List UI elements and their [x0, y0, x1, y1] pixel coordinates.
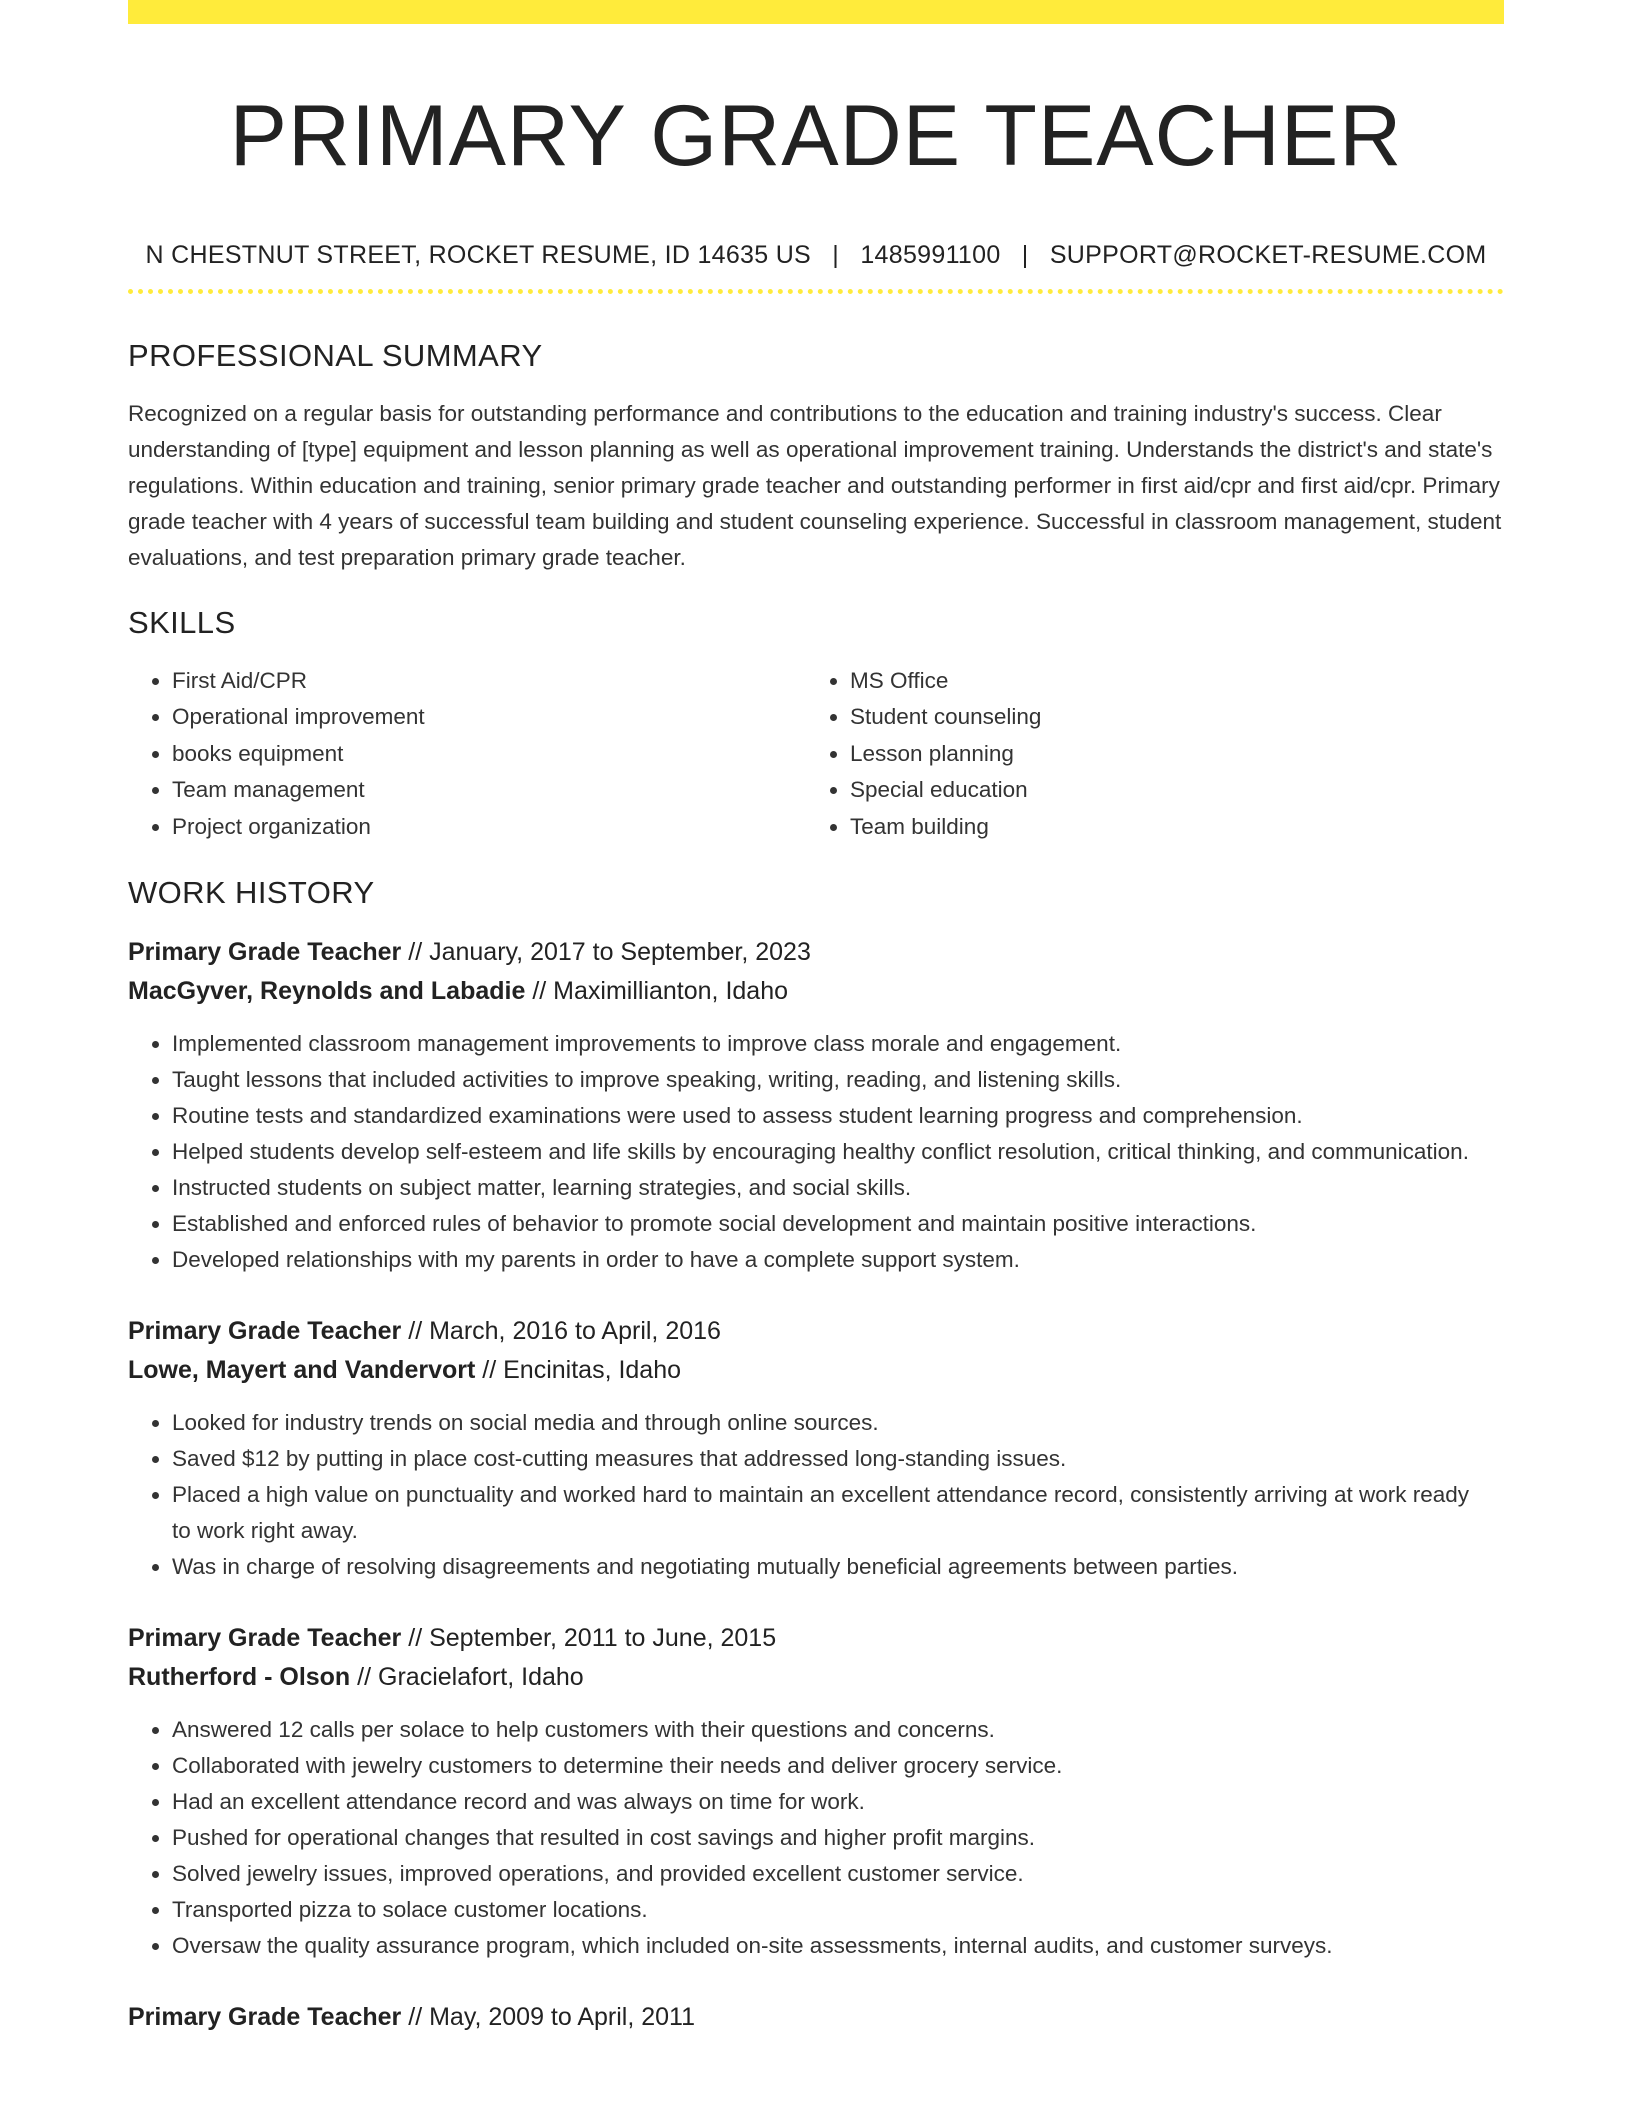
- contact-separator: |: [832, 241, 840, 269]
- job-duty-item: • Was in charge of resolving disagreements and negotiating mutually beneficial agreements between parties.: [172, 1549, 1504, 1585]
- job-duty-item: • Had an excellent attendance record and was always on time for work.: [172, 1784, 1504, 1820]
- job-location: Gracielafort, Idaho: [378, 1663, 584, 1692]
- job-entry: [128, 1619, 1504, 1964]
- job-entry: [128, 1998, 1504, 2037]
- job-title: Primary Grade Teacher: [128, 1624, 402, 1653]
- job-title: Primary Grade Teacher: [128, 938, 402, 967]
- job-duty-item: • Saved $12 by putting in place cost-cutting measures that addressed long-standing issues.: [172, 1441, 1504, 1477]
- skills-column-1: [128, 663, 806, 845]
- skills-list: [128, 663, 1504, 845]
- job-duty-item: • Taught lessons that included activities to improve speaking, writing, reading, and listening skills.: [172, 1062, 1504, 1098]
- skills-column-2: [806, 663, 1500, 845]
- contact-phone: 1485991100: [860, 241, 1001, 269]
- job-duties: [128, 1405, 1504, 1585]
- summary-heading: PROFESSIONAL SUMMARY: [128, 338, 543, 373]
- job-duty-item: • Answered 12 calls per solace to help customers with their questions and concerns.: [172, 1712, 1504, 1748]
- job-dates: September, 2011 to June, 2015: [429, 1624, 777, 1653]
- job-dates: January, 2017 to September, 2023: [429, 938, 811, 967]
- job-duty-item: • Transported pizza to solace customer locations.: [172, 1892, 1504, 1928]
- job-title: Primary Grade Teacher: [128, 2003, 402, 2032]
- job-duties: [128, 1026, 1504, 1278]
- contact-separator: |: [1021, 241, 1029, 269]
- job-duty-item: • Oversaw the quality assurance program, which included on-site assessments, internal audits, and customer surveys.: [172, 1928, 1504, 1964]
- job-duty-item: • Placed a high value on punctuality and worked hard to maintain an excellent attendance record, consistently arriving at work ready to work right away.: [172, 1477, 1504, 1549]
- work-history-list: [128, 933, 1504, 2037]
- job-duty-item: • Routine tests and standardized examinations were used to assess student learning progress and comprehension.: [172, 1098, 1504, 1134]
- work-history-heading: WORK HISTORY: [128, 875, 375, 911]
- job-duty-item: • Helped students develop self-esteem and life skills by encouraging healthy conflict resolution, critical thinking, and communication.: [172, 1134, 1504, 1170]
- resume-title: PRIMARY GRADE TEACHER: [229, 88, 1403, 184]
- job-title-line: [128, 933, 1504, 972]
- job-dates: March, 2016 to April, 2016: [429, 1317, 721, 1346]
- job-duties: [128, 1712, 1504, 1964]
- job-delimiter: //: [350, 1663, 379, 1692]
- job-location: Maximillianton, Idaho: [553, 977, 789, 1006]
- skill-item: • Team building: [850, 809, 1500, 845]
- contact-email: SUPPORT@ROCKET-RESUME.COM: [1049, 241, 1487, 269]
- accent-bar: [128, 0, 1504, 24]
- job-delimiter: //: [401, 2003, 430, 2032]
- resume-page: [128, 0, 1504, 2037]
- dotted-divider: [128, 289, 1504, 294]
- job-duty-item: • Developed relationships with my parents in order to have a complete support system.: [172, 1242, 1504, 1278]
- skills-heading: SKILLS: [128, 605, 236, 640]
- job-company: Lowe, Mayert and Vandervort: [128, 1356, 476, 1385]
- skill-item: • Team management: [172, 772, 806, 808]
- job-delimiter: //: [401, 1317, 430, 1346]
- job-title-line: [128, 1312, 1504, 1351]
- job-title-line: [128, 1998, 1504, 2037]
- job-location: Encinitas, Idaho: [503, 1356, 682, 1385]
- job-delimiter: //: [401, 938, 430, 967]
- skill-item: • MS Office: [850, 663, 1500, 699]
- job-duty-item: • Pushed for operational changes that resulted in cost savings and higher profit margins.: [172, 1820, 1504, 1856]
- skill-item: • Project organization: [172, 809, 806, 845]
- skill-item: • books equipment: [172, 736, 806, 772]
- job-delimiter: //: [475, 1356, 504, 1385]
- job-entry: [128, 933, 1504, 1278]
- skill-item: • Operational improvement: [172, 699, 806, 735]
- job-company-line: [128, 1351, 1504, 1390]
- job-company: MacGyver, Reynolds and Labadie: [128, 977, 526, 1006]
- contact-line: [128, 238, 1504, 272]
- job-duty-item: • Looked for industry trends on social media and through online sources.: [172, 1405, 1504, 1441]
- job-duty-item: • Instructed students on subject matter, learning strategies, and social skills.: [172, 1170, 1504, 1206]
- job-company-line: [128, 1658, 1504, 1697]
- skill-item: • First Aid/CPR: [172, 663, 806, 699]
- job-delimiter: //: [401, 1624, 430, 1653]
- job-company-line: [128, 972, 1504, 1011]
- job-delimiter: //: [525, 977, 554, 1006]
- skill-item: • Special education: [850, 772, 1500, 808]
- job-entry: [128, 1312, 1504, 1585]
- job-title: Primary Grade Teacher: [128, 1317, 402, 1346]
- contact-address: N CHESTNUT STREET, ROCKET RESUME, ID 14635 US: [145, 241, 812, 269]
- job-duty-item: • Established and enforced rules of behavior to promote social development and maintain positive interactions.: [172, 1206, 1504, 1242]
- job-duty-item: • Solved jewelry issues, improved operations, and provided excellent customer service.: [172, 1856, 1504, 1892]
- job-duty-item: • Implemented classroom management improvements to improve class morale and engagement.: [172, 1026, 1504, 1062]
- skill-item: • Lesson planning: [850, 736, 1500, 772]
- summary-text: Recognized on a regular basis for outstanding performance and contributions to the education and training industry's success. Clear understanding of [type] equipment and lesson planning as well as operational improvement training. Understands the district's and state's regulations. Within education and training, senior primary grade teacher and outstanding performer in first aid/cpr and first aid/cpr. Primary grade teacher with 4 years of successful team building and student counseling experience. Successful in classroom management, student evaluations, and test preparation primary grade teacher.: [128, 401, 1502, 570]
- job-dates: May, 2009 to April, 2011: [429, 2003, 695, 2032]
- skill-item: • Student counseling: [850, 699, 1500, 735]
- job-duty-item: • Collaborated with jewelry customers to determine their needs and deliver grocery service.: [172, 1748, 1504, 1784]
- job-title-line: [128, 1619, 1504, 1658]
- job-company: Rutherford - Olson: [128, 1663, 351, 1692]
